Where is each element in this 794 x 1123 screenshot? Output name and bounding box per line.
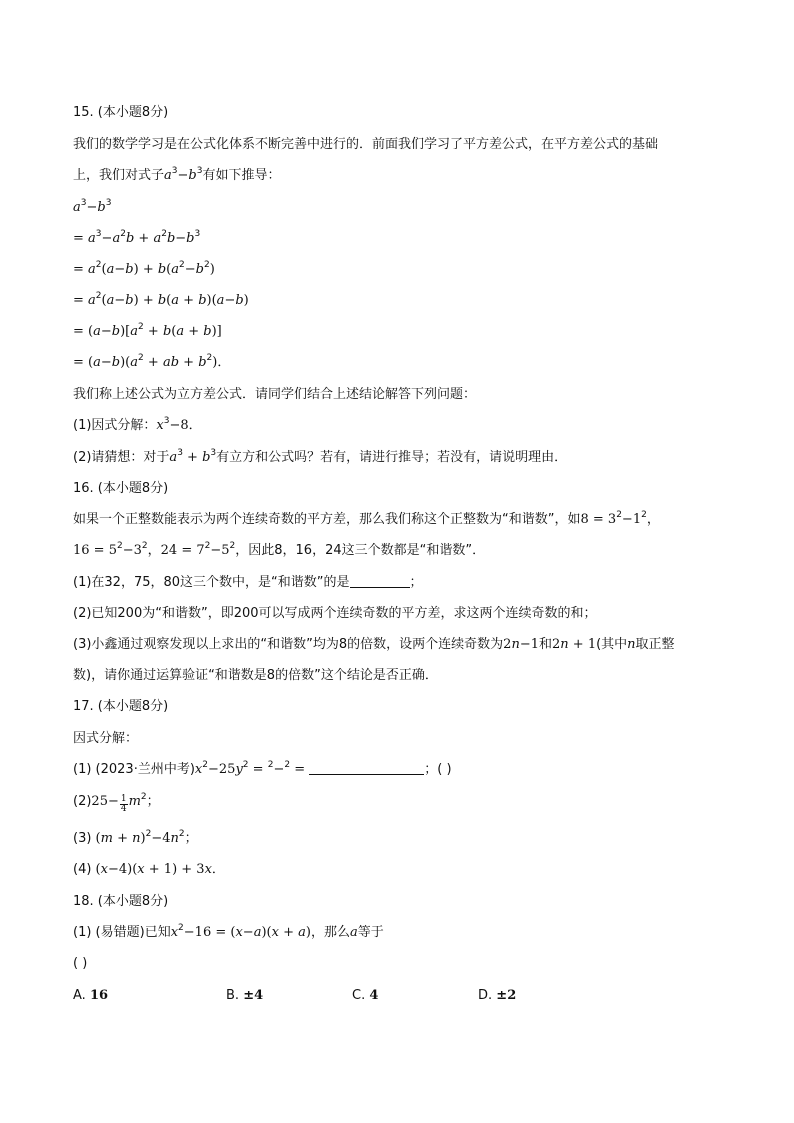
- q15-intro-line1: 我们的数学学习是在公式化体系不断完善中进行的．前面我们学习了平方差公式，在平方差公式的基础: [73, 137, 659, 152]
- derivation-step-5: = $(a-b)(a^2$ + ab + $b^2$)．: [73, 352, 231, 370]
- q17-part3: (3) $(m + n)^2-4n^2$；: [73, 828, 198, 846]
- derivation-step-1: = $a^3-a^2b + a^2b-b^3$: [73, 228, 201, 246]
- q15-part2: (2)请猜想：对于$a^3 + b^3$有立方和公式吗？若有，请进行推导；若没有，请说明理由．: [73, 447, 568, 465]
- q16-part2: (2)已知200为“和谐数”，即200可以写成两个连续奇数的平方差，求这两个连续奇数的和；: [73, 606, 597, 621]
- q16-intro-line1: 如果一个正整数能表示为两个连续奇数的平方差，那么我们称这个正整数为“和谐数”，如$8 = 3^2-1^2$，: [73, 509, 660, 527]
- q16-intro-line2: $16 = 5^2-3^2$，$24 = 7^2-5^2$，因此8，16，24这三个数都是“和谐数”．: [73, 540, 486, 558]
- q16-part3-line2: 数)，请你通过运算验证“和谐数是8的倍数”这个结论是否正确．: [73, 668, 438, 683]
- q18-answer-paren: ( ): [73, 956, 88, 971]
- derivation-step-3: = $a^2(a-b) + b(a + b)(a-b)$: [73, 290, 249, 308]
- q17-part1: (1) (2023·兰州中考)$x^2-25y^2 = ^2-^2$ = ；( ): [73, 759, 452, 777]
- derivation-step-4: = $(a-b)[a^2 + b(a + b)]$: [73, 321, 222, 339]
- q18-part1: (1) (易错题)已知$x^2-16 = (x-a)(x + a)$，那么a等于: [73, 922, 384, 940]
- q16-part3-line1: (3)小鑫通过观察发现以上求出的“和谐数”均为8的倍数，设两个连续奇数为2n−1和2n + 1(其中n取正整: [73, 637, 675, 652]
- q17-intro: 因式分解：: [73, 731, 139, 746]
- q16-part1: (1)在32，75，80这三个数中，是“和谐数”的是 ；: [73, 575, 423, 590]
- q18-header: 18. (本小题8分): [73, 894, 169, 909]
- q15-intro-line2: 上，我们对式子$a^3-b^3$有如下推导：: [73, 165, 281, 183]
- q15-conclusion: 我们称上述公式为立方差公式．请同学们结合上述结论解答下列问题：: [73, 387, 477, 402]
- q16-header: 16. (本小题8分): [73, 481, 169, 496]
- option-a[interactable]: A. 16: [73, 988, 109, 1003]
- derivation-step-0: $a^3-b^3$: [73, 197, 112, 215]
- q15-part1: (1)因式分解：$x^3-8$．: [73, 415, 202, 433]
- option-c[interactable]: C. 4: [352, 988, 379, 1003]
- answer-blank[interactable]: [350, 575, 410, 588]
- q17-header: 17. (本小题8分): [73, 699, 169, 714]
- option-b[interactable]: B. ±4: [226, 988, 264, 1003]
- q17-part4: (4) (x−4)(x + 1) + 3x．: [73, 862, 225, 877]
- answer-blank[interactable]: [309, 762, 424, 775]
- q15-header: 15. (本小题8分): [73, 105, 169, 120]
- derivation-step-2: = $a^2(a-b) + b(a^2-b^2)$: [73, 259, 215, 277]
- q17-part2: (2)25− $\frac{1}{4}$ $m^2$；: [73, 791, 160, 814]
- option-d[interactable]: D. ±2: [478, 988, 517, 1003]
